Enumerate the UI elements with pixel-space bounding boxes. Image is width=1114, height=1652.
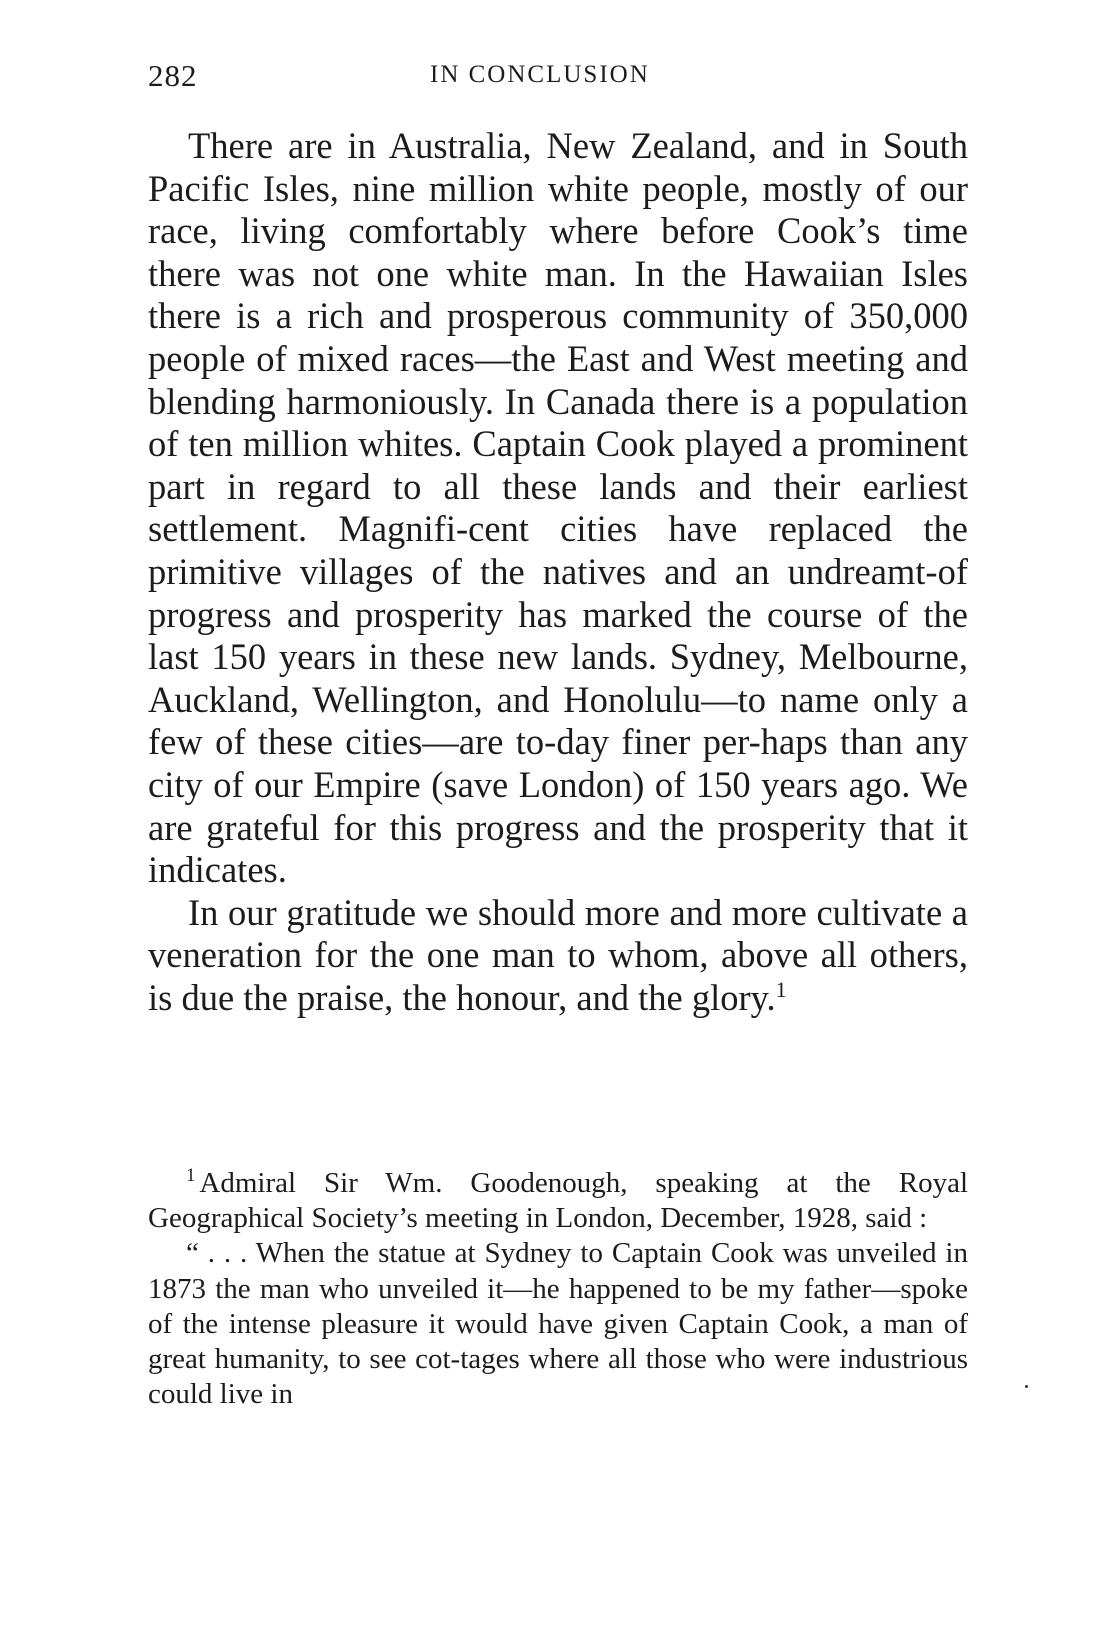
page-speck: [1025, 1385, 1028, 1388]
footnote-marker: 1: [186, 1165, 196, 1187]
footnote-reference: 1: [775, 976, 787, 1002]
running-head: [148, 58, 968, 98]
footnote-quote-text: “ . . . When the statue at Sydney to Captain Cook was unveiled in 1873 the man who unveiled it—he happened to be my father—spoke of the intense pleasure it would have given Captain Cook, a man of great humanity, to see cot-tages where all those who were industrious could live in: [148, 1237, 968, 1411]
footnotes: [148, 1166, 968, 1412]
footnote-quote: [148, 1236, 968, 1412]
page-number: 282: [148, 58, 198, 93]
body-paragraph: [148, 125, 968, 892]
footnote-intro: [148, 1166, 968, 1236]
footnote-intro-text: Admiral Sir Wm. Goodenough, speaking at the Royal Geographical Society’s meeting in London, December, 1928, said :: [148, 1167, 968, 1235]
main-text: [148, 125, 968, 1019]
body-paragraph-text: There are in Australia, New Zealand, and in South Pacific Isles, nine million white people, mostly of our race, living comfortably where before Cook’s time there was not one white man. In the Hawaiian Isles there is a rich and prosperous community of 350,000 people of mixed races—the East and West meeting and blending harmoniously. In Canada there is a population of ten million whites. Captain Cook played a prominent part in regard to all these lands and their earliest settlement. Magnifi-cent cities have replaced the primitive villages of the natives and an undreamt-of progress and prosperity has marked the course of the last 150 years in these new lands. Sydney, Melbourne, Auckland, Wellington, and Honolulu—to name only a few of these cities—are to-day finer per-haps than any city of our Empire (save London) of 150 years ago. We are grateful for this progress and the prosperity that it indicates.: [148, 125, 968, 891]
body-paragraph: [148, 892, 968, 1020]
running-head-title: IN CONCLUSION: [430, 61, 650, 88]
body-paragraph-text: In our gratitude we should more and more cultivate a veneration for the one man to whom, above all others, is due the praise, the honour, and the glory.: [148, 891, 968, 1018]
